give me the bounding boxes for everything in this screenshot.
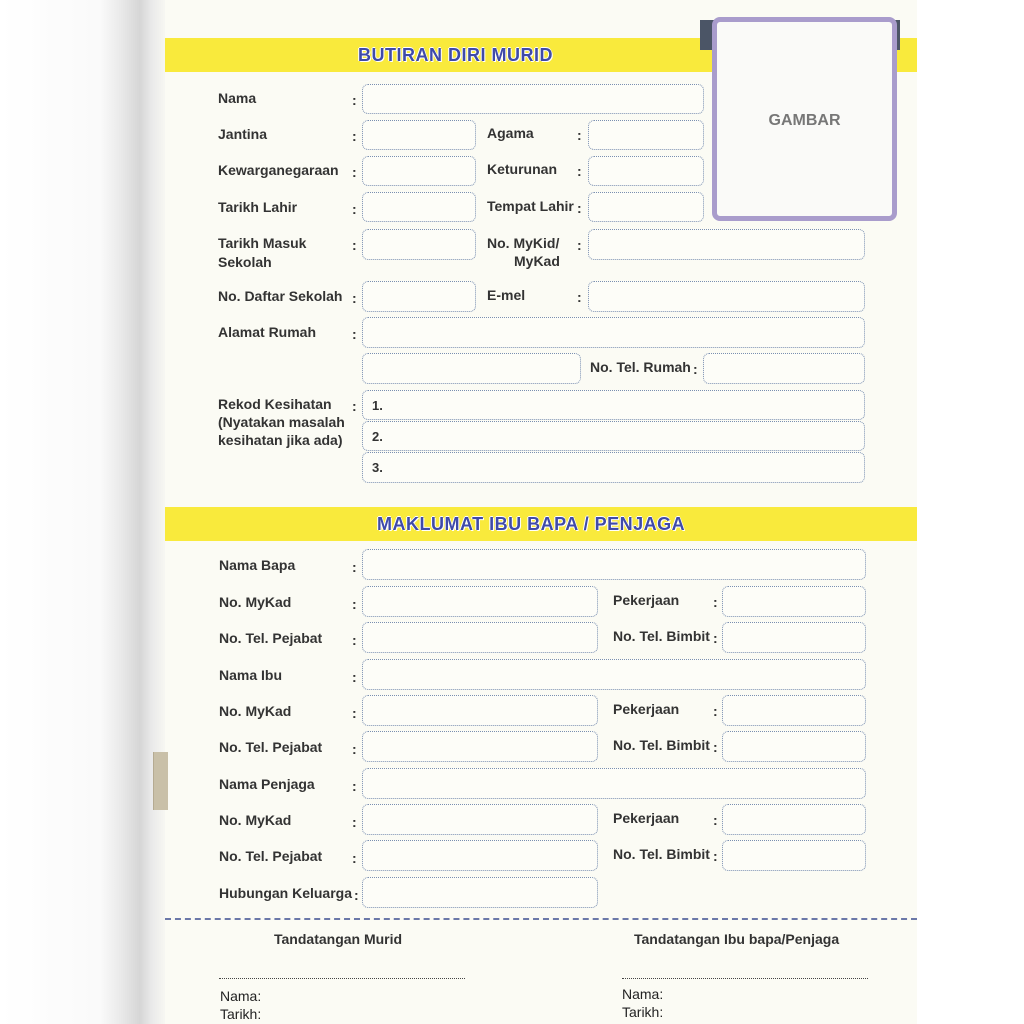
colon: : [352, 778, 357, 794]
rekod-num-2: 2. [372, 429, 383, 444]
label-tel-bimbit-bapa: No. Tel. Bimbit [613, 628, 710, 644]
label-jantina: Jantina [218, 126, 268, 142]
binding-tape [153, 752, 168, 810]
label-mykad-penjaga: No. MyKad [219, 812, 292, 828]
colon: : [354, 887, 359, 903]
label-nama-penjaga: Nama Penjaga [219, 776, 315, 792]
colon: : [352, 92, 357, 108]
label-nama-bapa: Nama Bapa [219, 557, 296, 573]
colon: : [352, 326, 357, 342]
label-tandatangan-ibubapa: Tandatangan Ibu bapa/Penjaga [634, 931, 840, 947]
input-no-daftar[interactable] [362, 281, 476, 312]
label-pekerjaan-bapa: Pekerjaan [613, 592, 680, 608]
label-tarikh-masuk: Tarikh Masuk [218, 235, 307, 251]
label-hubungan: Hubungan Keluarga [219, 885, 353, 901]
label-pekerjaan-ibu: Pekerjaan [613, 701, 680, 717]
label-mykid-2: MyKad [514, 253, 560, 269]
colon: : [352, 814, 357, 830]
colon: : [577, 163, 582, 179]
colon: : [713, 739, 718, 755]
signature-line-ibubapa[interactable] [622, 978, 868, 979]
input-keturunan[interactable] [588, 156, 704, 186]
colon: : [577, 289, 582, 305]
colon: : [352, 596, 357, 612]
input-tel-pejabat-ibu[interactable] [362, 731, 598, 762]
label-rekod-3: kesihatan jika ada) [218, 432, 343, 448]
input-rekod-1[interactable] [362, 390, 865, 420]
label-rekod: Rekod Kesihatan [218, 396, 332, 412]
colon: : [352, 741, 357, 757]
input-nama-bapa[interactable] [362, 549, 866, 580]
input-mykad-penjaga[interactable] [362, 804, 598, 835]
label-rekod-2: (Nyatakan masalah [218, 414, 345, 430]
label-tandatangan-murid: Tandatangan Murid [274, 931, 403, 947]
label-no-daftar: No. Daftar Sekolah [218, 288, 343, 304]
colon: : [352, 850, 357, 866]
rekod-num-3: 3. [372, 460, 383, 475]
section-title-parent: MAKLUMAT IBU BAPA / PENJAGA [377, 514, 686, 534]
input-pekerjaan-penjaga[interactable] [722, 804, 866, 835]
colon: : [352, 559, 357, 575]
label-mykid: No. MyKid/ [487, 235, 560, 251]
colon: : [352, 237, 357, 253]
colon: : [352, 201, 357, 217]
colon: : [713, 630, 718, 646]
label-pekerjaan-penjaga: Pekerjaan [613, 810, 680, 826]
photo-box[interactable] [712, 17, 897, 221]
input-tarikh-lahir[interactable] [362, 192, 476, 222]
label-tel-pejabat-penjaga: No. Tel. Pejabat [219, 848, 323, 864]
photo-label: GAMBAR [768, 112, 841, 129]
input-tel-bimbit-bapa[interactable] [722, 622, 866, 653]
input-tel-pejabat-bapa[interactable] [362, 622, 598, 653]
label-nama: Nama [218, 90, 257, 106]
label-keturunan: Keturunan [487, 161, 557, 177]
input-tempat-lahir[interactable] [588, 192, 704, 222]
input-tel-rumah[interactable] [703, 353, 865, 384]
signature-line-murid[interactable] [219, 978, 465, 979]
input-tarikh-masuk[interactable] [362, 229, 476, 260]
input-alamat-1[interactable] [362, 317, 865, 348]
label-tarikh-lahir: Tarikh Lahir [218, 199, 298, 215]
label-tarikh-masuk-2: Sekolah [218, 254, 272, 270]
input-alamat-2[interactable] [362, 353, 581, 384]
label-tempat-lahir: Tempat Lahir [487, 198, 574, 214]
colon: : [713, 594, 718, 610]
label-tel-bimbit-penjaga: No. Tel. Bimbit [613, 846, 710, 862]
colon: : [352, 290, 357, 306]
input-kewarganegaraan[interactable] [362, 156, 476, 186]
input-agama[interactable] [588, 120, 704, 150]
input-nama-ibu[interactable] [362, 659, 866, 690]
label-tarikh-ibubapa-sig: Tarikh: [622, 1004, 664, 1020]
label-tel-rumah: No. Tel. Rumah [590, 359, 691, 375]
colon: : [352, 705, 357, 721]
book-spine [0, 0, 165, 1024]
colon: : [577, 127, 582, 143]
input-mykad-ibu[interactable] [362, 695, 598, 726]
label-emel: E-mel [487, 287, 526, 303]
input-nama[interactable] [362, 84, 704, 114]
label-tel-bimbit-ibu: No. Tel. Bimbit [613, 737, 710, 753]
input-rekod-3[interactable] [362, 452, 865, 483]
label-nama-murid-sig: Nama: [220, 988, 262, 1004]
page-margin [917, 0, 1024, 1024]
colon: : [352, 164, 357, 180]
input-pekerjaan-bapa[interactable] [722, 586, 866, 617]
colon: : [577, 237, 582, 253]
label-tel-pejabat-ibu: No. Tel. Pejabat [219, 739, 323, 755]
input-mykid[interactable] [588, 229, 865, 260]
input-nama-penjaga[interactable] [362, 768, 866, 799]
label-tarikh-murid-sig: Tarikh: [220, 1006, 262, 1022]
colon: : [713, 848, 718, 864]
signature-divider [165, 918, 917, 920]
label-alamat: Alamat Rumah [218, 324, 317, 340]
label-tel-pejabat-bapa: No. Tel. Pejabat [219, 630, 323, 646]
section-title-student: BUTIRAN DIRI MURID [358, 45, 553, 65]
label-mykad-ibu: No. MyKad [219, 703, 292, 719]
colon: : [352, 669, 357, 685]
colon: : [693, 361, 698, 377]
colon: : [713, 812, 718, 828]
input-hubungan[interactable] [362, 877, 598, 908]
input-tel-bimbit-ibu[interactable] [722, 731, 866, 762]
input-pekerjaan-ibu[interactable] [722, 695, 866, 726]
colon: : [352, 632, 357, 648]
label-nama-ibu: Nama Ibu [219, 667, 283, 683]
colon: : [713, 703, 718, 719]
label-agama: Agama [487, 125, 534, 141]
colon: : [352, 398, 357, 414]
input-mykad-bapa[interactable] [362, 586, 598, 617]
rekod-num-1: 1. [372, 398, 383, 413]
input-emel[interactable] [588, 281, 865, 312]
colon: : [577, 200, 582, 216]
label-mykad-bapa: No. MyKad [219, 594, 292, 610]
input-tel-bimbit-penjaga[interactable] [722, 840, 866, 871]
label-nama-ibubapa-sig: Nama: [622, 986, 664, 1002]
input-rekod-2[interactable] [362, 421, 865, 451]
colon: : [352, 128, 357, 144]
input-tel-pejabat-penjaga[interactable] [362, 840, 598, 871]
input-jantina[interactable] [362, 120, 476, 150]
label-kewarganegaraan: Kewarganegaraan [218, 162, 339, 178]
